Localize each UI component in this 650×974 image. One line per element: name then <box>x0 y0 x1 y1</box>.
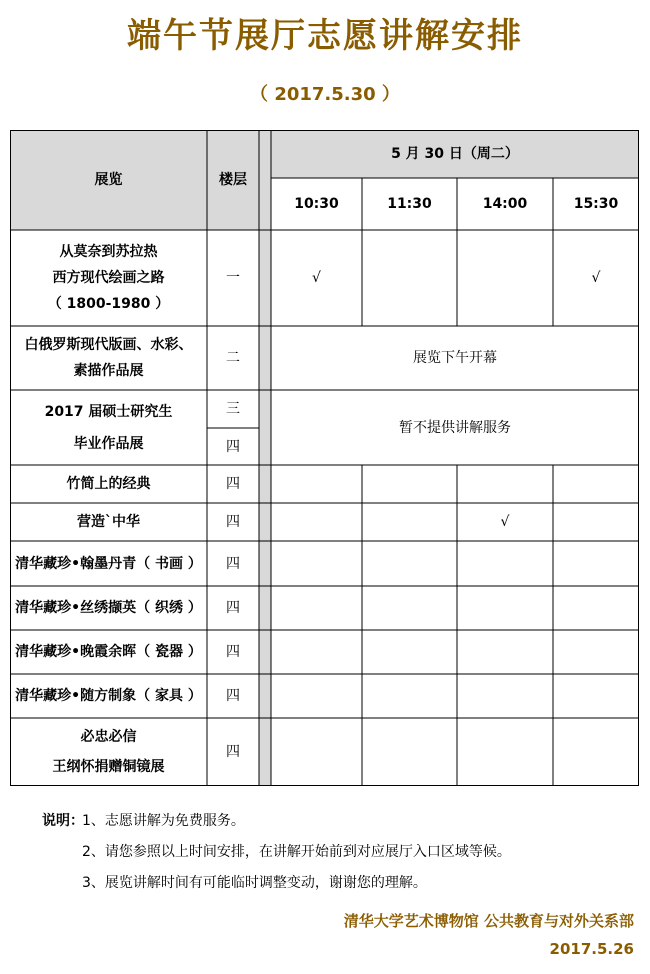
header-time-4: 15:30 <box>573 196 619 212</box>
footer-date: 2017.5.26 <box>549 940 634 958</box>
notes-label: 说明： <box>42 813 84 829</box>
header-date: 5 月 30 日（周二） <box>391 146 519 162</box>
exhibit-name: 清华藏珍•随方制象（ 家具 ） <box>15 688 202 704</box>
header-floor: 楼层 <box>219 172 247 188</box>
exhibit-name: 竹简上的经典 <box>66 476 151 492</box>
exhibit-name: 从莫奈到苏拉热 西方现代绘画之路 （ 1800-1980 ） <box>47 244 170 312</box>
exhibit-name: 必忠必信 王纲怀捐赠铜镜展 <box>52 729 165 775</box>
header-exhibit: 展览 <box>94 172 123 188</box>
header-time-1: 10:30 <box>294 196 339 212</box>
exhibit-name: 2017 届硕士研究生 毕业作品展 <box>44 403 173 452</box>
floor-cell: 四 <box>226 600 240 616</box>
floor-cell: 四 <box>226 514 240 530</box>
floor-cell: 四 <box>226 644 240 660</box>
note-item: 2、请您参照以上时间安排，在讲解开始前到对应展厅入口区域等候。 <box>82 844 511 860</box>
mark-cell: √ <box>591 270 601 286</box>
floor-cell: 一 <box>226 270 240 286</box>
merged-note: 展览下午开幕 <box>413 350 497 366</box>
exhibit-name: 清华藏珍•丝绣撷英（ 织绣 ） <box>15 600 202 616</box>
note-item: 3、展览讲解时间有可能临时调整变动，谢谢您的理解。 <box>82 875 427 891</box>
exhibit-name: 白俄罗斯现代版画、水彩、 素描作品展 <box>24 337 193 379</box>
mark-cell: √ <box>312 270 321 286</box>
floor-cell: 四 <box>226 438 240 455</box>
page-subtitle-date: （ 2017.5.30 ） <box>250 84 400 105</box>
header-time-2: 11:30 <box>387 196 432 212</box>
footer-organization: 清华大学艺术博物馆 公共教育与对外关系部 <box>343 912 634 930</box>
floor-cell: 四 <box>226 688 240 704</box>
exhibit-name: 清华藏珍•翰墨丹青（ 书画 ） <box>15 555 202 572</box>
note-item: 1、志愿讲解为免费服务。 <box>82 813 245 829</box>
merged-note: 暂不提供讲解服务 <box>399 419 511 436</box>
floor-cell: 四 <box>226 476 240 492</box>
header-time-3: 14:00 <box>482 196 528 212</box>
mark-cell: √ <box>500 514 510 530</box>
page-title: 端午节展厅志愿讲解安排 <box>127 16 523 56</box>
floor-cell: 二 <box>226 350 240 366</box>
exhibit-name: 清华藏珍•晚霞余晖（ 瓷器 ） <box>15 644 202 660</box>
floor-cell: 三 <box>226 401 240 417</box>
notes-section <box>42 806 511 899</box>
floor-cell: 四 <box>226 555 240 572</box>
floor-cell: 四 <box>226 744 240 760</box>
exhibit-name: 营造`中华 <box>77 514 140 530</box>
